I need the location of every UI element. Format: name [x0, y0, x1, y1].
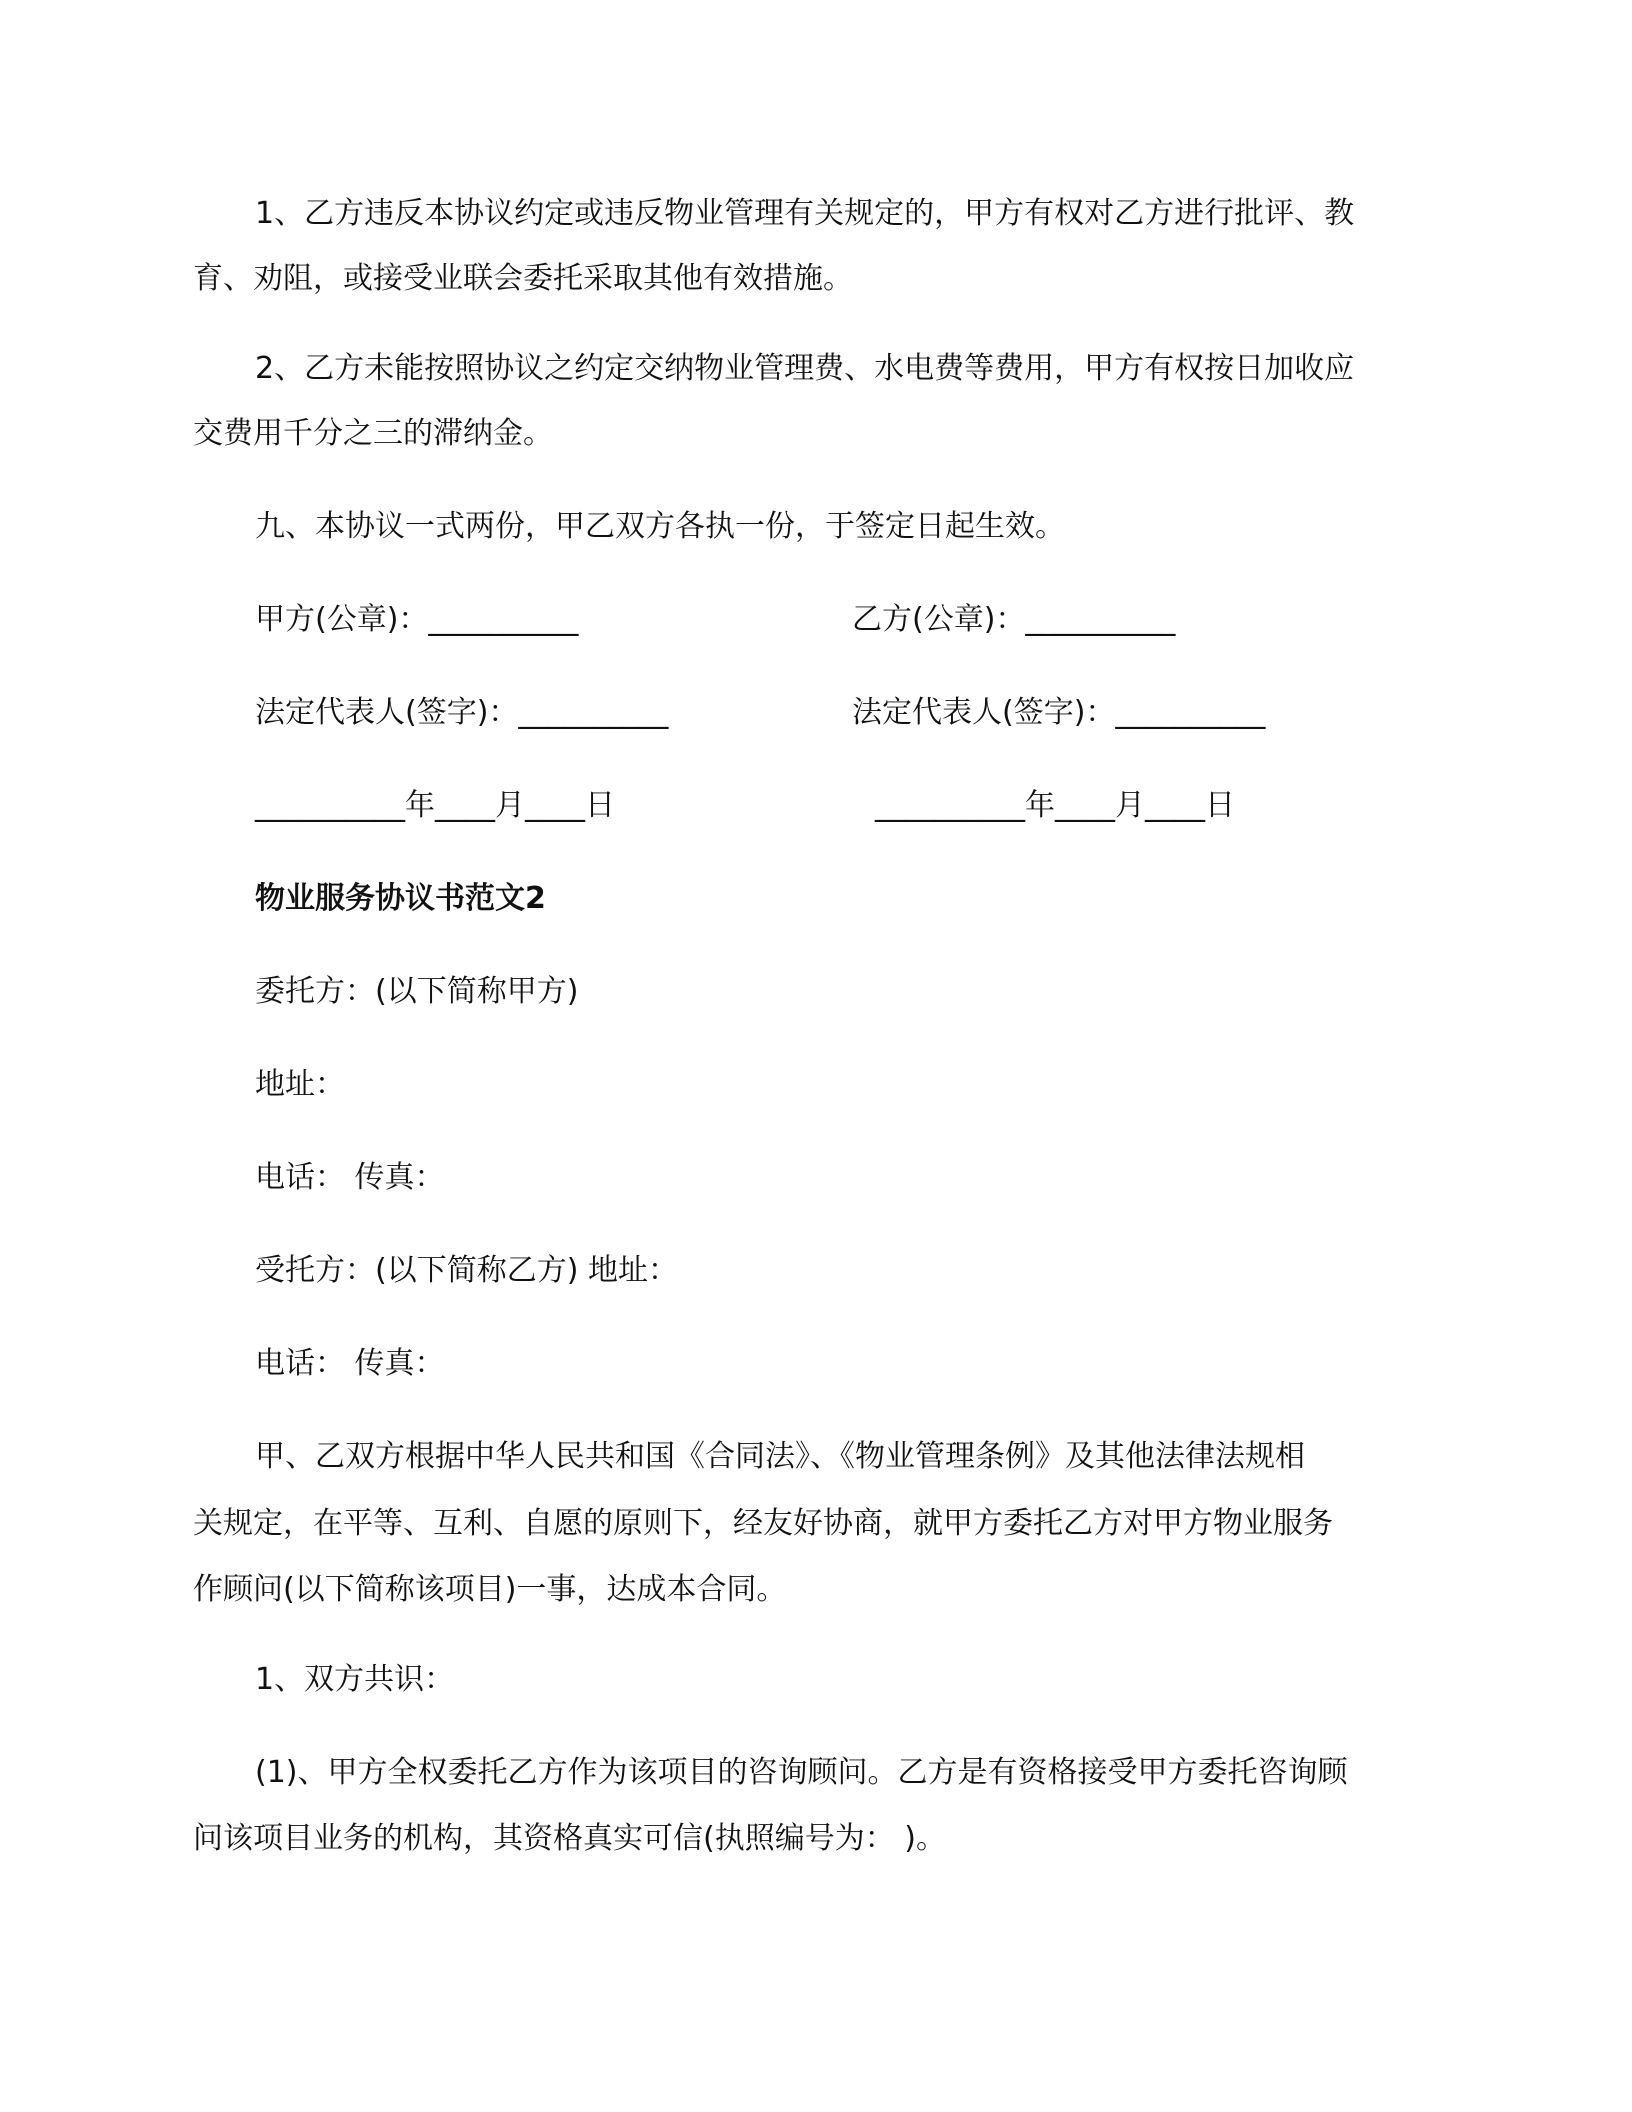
preamble-line-1: 甲、乙双方根据中华人民共和国《合同法》、《物业管理条例》及其他法律法规相 [255, 1439, 1305, 1474]
party-a-seal-field: 甲方(公章)：__________ [255, 602, 579, 637]
address-line: 地址： [255, 1067, 345, 1102]
consensus-1-line-2: 问该项目业务的机构，其资格真实可信(执照编号为： )。 [193, 1821, 946, 1856]
preamble-line-2: 关规定，在平等、互利、自愿的原则下，经友好协商，就甲方委托乙方对甲方物业服务 [193, 1506, 1333, 1541]
consensus-1-line-1: (1)、甲方全权委托乙方作为该项目的咨询顾问。乙方是有资格接受甲方委托咨询顾 [255, 1755, 1348, 1790]
trustee-line: 受托方：(以下简称乙方) 地址： [255, 1253, 678, 1288]
clause-9: 九、本协议一式两份，甲乙双方各执一份，于签定日起生效。 [255, 509, 1065, 544]
consensus-heading: 1、双方共识： [255, 1662, 455, 1697]
clause-1-line-1: 1、乙方违反本协议约定或违反物业管理有关规定的，甲方有权对乙方进行批评、教 [255, 196, 1355, 231]
party-b-representative-field: 法定代表人(签字)：__________ [852, 695, 1266, 730]
phone-fax-line-2: 电话： 传真： [255, 1346, 445, 1381]
clause-1-line-2: 育、劝阻，或接受业联会委托采取其他有效措施。 [193, 261, 853, 296]
client-line: 委托方：(以下简称甲方) [255, 974, 579, 1009]
section-2-title: 物业服务协议书范文2 [255, 881, 546, 916]
clause-2-line-1: 2、乙方未能按照协议之约定交纳物业管理费、水电费等费用，甲方有权按日加收应 [255, 351, 1355, 386]
phone-fax-line-1: 电话： 传真： [255, 1160, 445, 1195]
party-b-seal-field: 乙方(公章)：__________ [852, 602, 1176, 637]
party-b-date-field: __________年____月____日 [875, 788, 1235, 823]
party-a-date-field: __________年____月____日 [255, 788, 615, 823]
party-a-representative-field: 法定代表人(签字)：__________ [255, 695, 669, 730]
clause-2-line-2: 交费用千分之三的滞纳金。 [193, 416, 553, 451]
preamble-line-3: 作顾问(以下简称该项目)一事，达成本合同。 [193, 1572, 787, 1607]
